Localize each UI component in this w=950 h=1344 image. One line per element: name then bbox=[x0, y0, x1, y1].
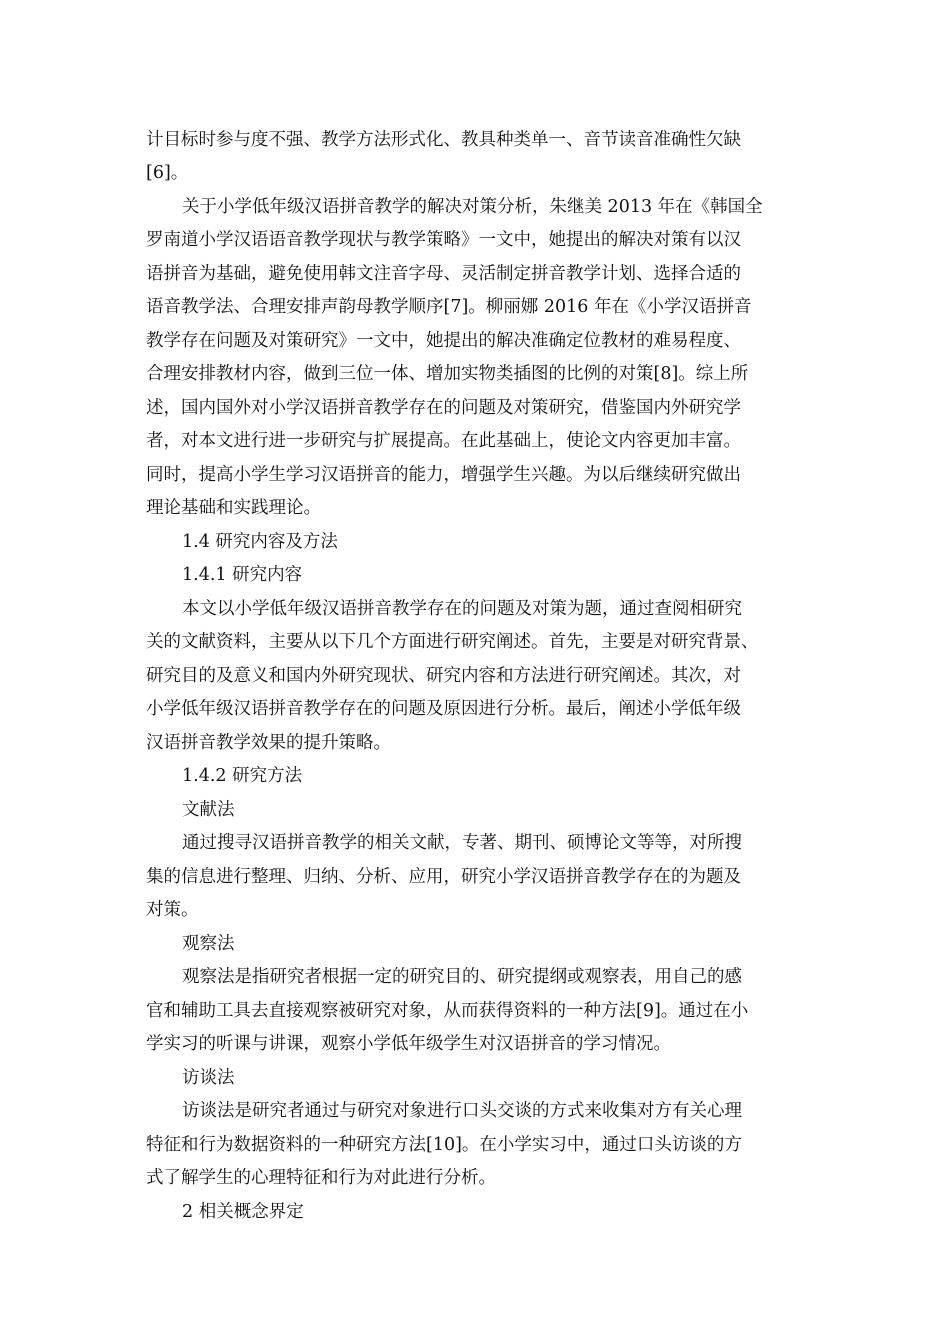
text-line: 对策。 bbox=[146, 900, 199, 920]
text-line: 通过搜寻汉语拼音教学的相关文献，专著、期刊、硕博论文等等，对所搜 bbox=[182, 833, 742, 853]
method-heading: 访谈法 bbox=[182, 1068, 235, 1088]
section-heading: 1.4.2 研究方法 bbox=[182, 766, 303, 786]
text-line: 汉语拼音教学效果的提升策略。 bbox=[146, 733, 391, 753]
text-line: 集的信息进行整理、归纳、分析、应用，研究小学汉语拼音教学存在的为题及 bbox=[146, 867, 741, 887]
text-line: 官和辅助工具去直接观察被研究对象，从而获得资料的一种方法[9]。通过在小 bbox=[146, 1001, 749, 1021]
text-line: 观察法是指研究者根据一定的研究目的、研究提纲或观察表，用自己的感 bbox=[182, 967, 742, 987]
text-line: 访谈法是研究者通过与研究对象进行口头交谈的方式来收集对方有关心理 bbox=[182, 1101, 742, 1121]
text-line: 语拼音为基础，避免使用韩文注音字母、灵活制定拼音教学计划、选择合适的 bbox=[146, 264, 741, 284]
text-line: 语音教学法、合理安排声韵母教学顺序[7]。柳丽娜 2016 年在《小学汉语拼音 bbox=[146, 297, 752, 317]
text-line: 小学低年级汉语拼音教学存在的问题及原因进行分析。最后，阐述小学低年级 bbox=[146, 699, 741, 719]
text-line: 理论基础和实践理论。 bbox=[146, 498, 321, 518]
text-line: 关的文献资料，主要从以下几个方面进行研究阐述。首先，主要是对研究背景、 bbox=[146, 632, 759, 652]
text-line: 特征和行为数据资料的一种研究方法[10]。在小学实习中，通过口头访谈的方 bbox=[146, 1135, 742, 1155]
text-line: 者，对本文进行进一步研究与扩展提高。在此基础上，使论文内容更加丰富。 bbox=[146, 431, 741, 451]
text-line: 述，国内国外对小学汉语拼音教学存在的问题及对策研究，借鉴国内外研究学 bbox=[146, 398, 741, 418]
text-line: [6]。 bbox=[146, 163, 189, 183]
text-line: 同时，提高小学生学习汉语拼音的能力，增强学生兴趣。为以后继续研究做出 bbox=[146, 465, 741, 485]
text-line: 研究目的及意义和国内外研究现状、研究内容和方法进行研究阐述。其次，对 bbox=[146, 666, 741, 686]
text-line: 罗南道小学汉语语音教学现状与教学策略》一文中，她提出的解决对策有以汉 bbox=[146, 230, 741, 250]
text-line: 合理安排教材内容，做到三位一体、增加实物类插图的比例的对策[8]。综上所 bbox=[146, 364, 749, 384]
section-heading: 1.4 研究内容及方法 bbox=[182, 532, 338, 552]
chapter-heading: 2 相关概念界定 bbox=[182, 1202, 304, 1222]
method-heading: 观察法 bbox=[182, 934, 235, 954]
text-line: 学实习的听课与讲课，观察小学低年级学生对汉语拼音的学习情况。 bbox=[146, 1034, 671, 1054]
text-line: 式了解学生的心理特征和行为对此进行分析。 bbox=[146, 1168, 496, 1188]
text-line: 关于小学低年级汉语拼音教学的解决对策分析，朱继美 2013 年在《韩国全 bbox=[182, 197, 763, 217]
text-line: 教学存在问题及对策研究》一文中，她提出的解决准确定位教材的难易程度、 bbox=[146, 331, 741, 351]
text-line: 本文以小学低年级汉语拼音教学存在的问题及对策为题，通过查阅相研究 bbox=[182, 599, 742, 619]
text-line: 计目标时参与度不强、教学方法形式化、教具种类单一、音节读音准确性欠缺 bbox=[146, 130, 741, 150]
section-heading: 1.4.1 研究内容 bbox=[182, 565, 303, 585]
method-heading: 文献法 bbox=[182, 800, 235, 820]
